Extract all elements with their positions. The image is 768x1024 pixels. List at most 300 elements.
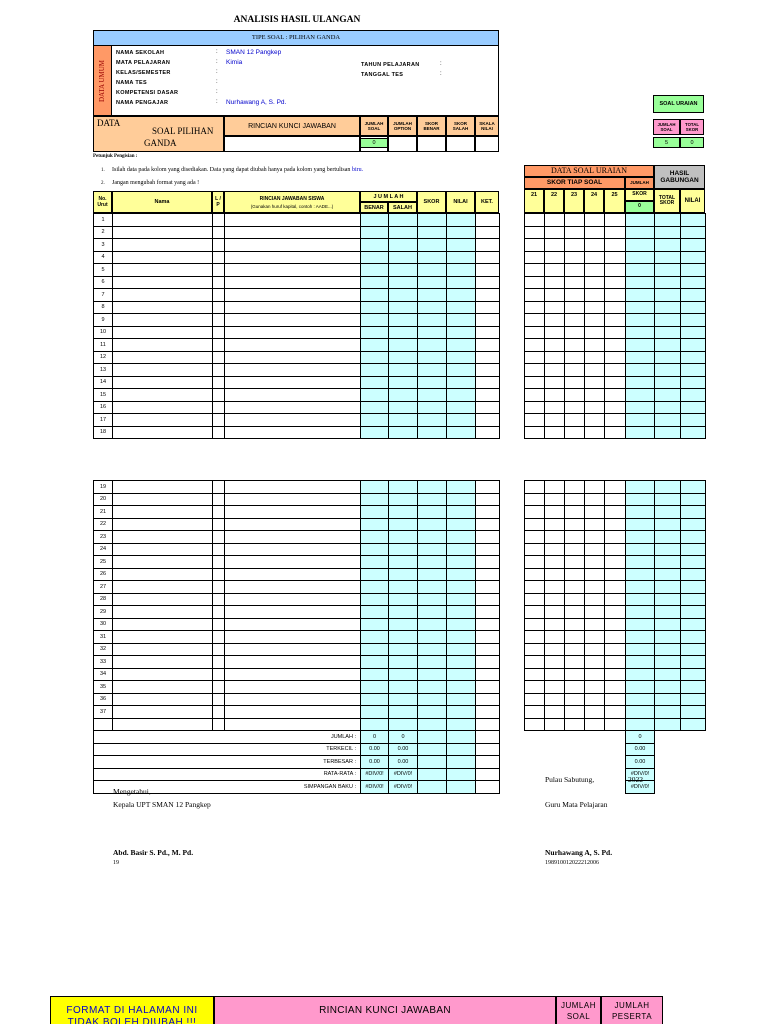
student-name-cell[interactable]	[113, 506, 213, 519]
answers-cell[interactable]	[225, 214, 361, 227]
essay-score-cell[interactable]	[545, 668, 565, 681]
essay-score-cell[interactable]	[565, 376, 585, 389]
note-cell[interactable]	[476, 389, 500, 402]
essay-score-cell[interactable]	[585, 581, 605, 594]
gender-cell[interactable]	[213, 618, 225, 631]
essay-score-cell[interactable]	[525, 289, 545, 302]
essay-score-cell[interactable]	[525, 214, 545, 227]
answers-cell[interactable]	[225, 389, 361, 402]
essay-score-cell[interactable]	[525, 364, 545, 377]
essay-score-cell[interactable]	[565, 239, 585, 252]
note-cell[interactable]	[476, 401, 500, 414]
essay-score-cell[interactable]	[545, 706, 565, 719]
note-cell[interactable]	[476, 581, 500, 594]
essay-score-cell[interactable]	[545, 631, 565, 644]
essay-score-cell[interactable]	[585, 481, 605, 494]
note-cell[interactable]	[476, 568, 500, 581]
essay-score-cell[interactable]	[565, 289, 585, 302]
essay-score-cell[interactable]	[585, 351, 605, 364]
answers-cell[interactable]	[225, 314, 361, 327]
essay-score-cell[interactable]	[585, 643, 605, 656]
essay-score-cell[interactable]	[565, 681, 585, 694]
essay-score-cell[interactable]	[565, 618, 585, 631]
essay-score-cell[interactable]	[525, 264, 545, 277]
essay-score-cell[interactable]	[565, 226, 585, 239]
skor-benar-value[interactable]	[417, 136, 446, 152]
answers-cell[interactable]	[225, 493, 361, 506]
essay-score-cell[interactable]	[605, 264, 626, 277]
essay-score-cell[interactable]	[605, 401, 626, 414]
note-cell[interactable]	[476, 276, 500, 289]
essay-score-cell[interactable]	[545, 264, 565, 277]
student-name-cell[interactable]	[113, 426, 213, 439]
essay-score-cell[interactable]	[525, 593, 545, 606]
gender-cell[interactable]	[213, 414, 225, 427]
essay-score-cell[interactable]	[605, 276, 626, 289]
essay-score-cell[interactable]	[545, 364, 565, 377]
student-name-cell[interactable]	[113, 531, 213, 544]
essay-score-cell[interactable]	[585, 264, 605, 277]
answers-cell[interactable]	[225, 426, 361, 439]
essay-score-cell[interactable]	[585, 631, 605, 644]
essay-score-cell[interactable]	[525, 326, 545, 339]
essay-score-cell[interactable]	[525, 226, 545, 239]
gender-cell[interactable]	[213, 693, 225, 706]
gender-cell[interactable]	[213, 401, 225, 414]
essay-score-cell[interactable]	[545, 251, 565, 264]
essay-score-cell[interactable]	[525, 556, 545, 569]
student-name-cell[interactable]	[113, 593, 213, 606]
essay-score-cell[interactable]	[545, 401, 565, 414]
student-name-cell[interactable]	[113, 518, 213, 531]
student-name-cell[interactable]	[113, 226, 213, 239]
skala-nilai-value[interactable]	[475, 136, 499, 152]
essay-score-cell[interactable]	[565, 693, 585, 706]
essay-score-cell[interactable]	[545, 606, 565, 619]
gender-cell[interactable]	[213, 631, 225, 644]
essay-score-cell[interactable]	[605, 214, 626, 227]
student-name-cell[interactable]	[113, 376, 213, 389]
essay-score-cell[interactable]	[585, 681, 605, 694]
essay-score-cell[interactable]	[525, 314, 545, 327]
gender-cell[interactable]	[213, 326, 225, 339]
answers-cell[interactable]	[225, 364, 361, 377]
note-cell[interactable]	[94, 718, 113, 731]
gender-cell[interactable]	[213, 681, 225, 694]
answers-cell[interactable]	[225, 681, 361, 694]
student-name-cell[interactable]	[113, 556, 213, 569]
note-cell[interactable]	[476, 643, 500, 656]
essay-score-cell[interactable]	[565, 364, 585, 377]
essay-score-cell[interactable]	[565, 556, 585, 569]
essay-score-cell[interactable]	[565, 389, 585, 402]
essay-score-cell[interactable]	[565, 481, 585, 494]
essay-score-cell[interactable]	[525, 506, 545, 519]
student-name-cell[interactable]	[113, 314, 213, 327]
essay-score-cell[interactable]	[605, 289, 626, 302]
essay-score-cell[interactable]	[525, 339, 545, 352]
student-name-cell[interactable]	[113, 618, 213, 631]
essay-score-cell[interactable]	[605, 556, 626, 569]
essay-score-cell[interactable]	[605, 593, 626, 606]
essay-score-cell[interactable]	[565, 326, 585, 339]
note-cell[interactable]	[476, 718, 500, 731]
answers-cell[interactable]	[225, 606, 361, 619]
gender-cell[interactable]	[213, 289, 225, 302]
essay-score-cell[interactable]	[525, 251, 545, 264]
gender-cell[interactable]	[213, 364, 225, 377]
essay-score-cell[interactable]	[585, 389, 605, 402]
essay-score-cell[interactable]	[585, 326, 605, 339]
answers-cell[interactable]	[225, 251, 361, 264]
essay-score-cell[interactable]	[565, 581, 585, 594]
note-cell[interactable]	[476, 656, 500, 669]
essay-score-cell[interactable]	[565, 718, 585, 731]
answers-cell[interactable]	[225, 693, 361, 706]
gender-cell[interactable]	[213, 656, 225, 669]
essay-score-cell[interactable]	[565, 414, 585, 427]
essay-score-cell[interactable]	[585, 276, 605, 289]
answers-cell[interactable]	[225, 718, 361, 731]
essay-score-cell[interactable]	[605, 506, 626, 519]
note-cell[interactable]	[476, 506, 500, 519]
note-cell[interactable]	[476, 426, 500, 439]
student-name-cell[interactable]	[113, 568, 213, 581]
note-cell[interactable]	[476, 481, 500, 494]
essay-score-cell[interactable]	[525, 706, 545, 719]
essay-score-cell[interactable]	[545, 718, 565, 731]
answers-cell[interactable]	[225, 643, 361, 656]
essay-score-cell[interactable]	[525, 631, 545, 644]
essay-score-cell[interactable]	[585, 518, 605, 531]
gender-cell[interactable]	[213, 351, 225, 364]
answers-cell[interactable]	[225, 556, 361, 569]
essay-score-cell[interactable]	[565, 531, 585, 544]
answers-cell[interactable]	[225, 618, 361, 631]
note-cell[interactable]	[476, 706, 500, 719]
answers-cell[interactable]	[225, 531, 361, 544]
essay-score-cell[interactable]	[545, 618, 565, 631]
essay-score-cell[interactable]	[585, 301, 605, 314]
essay-score-cell[interactable]	[545, 289, 565, 302]
note-cell[interactable]	[476, 264, 500, 277]
essay-score-cell[interactable]	[605, 606, 626, 619]
essay-score-cell[interactable]	[585, 606, 605, 619]
essay-score-cell[interactable]	[605, 414, 626, 427]
essay-score-cell[interactable]	[585, 556, 605, 569]
essay-score-cell[interactable]	[585, 401, 605, 414]
student-name-cell[interactable]	[113, 301, 213, 314]
gender-cell[interactable]	[213, 543, 225, 556]
essay-score-cell[interactable]	[545, 414, 565, 427]
gender-cell[interactable]	[213, 481, 225, 494]
note-cell[interactable]	[476, 239, 500, 252]
gender-cell[interactable]	[213, 668, 225, 681]
note-cell[interactable]	[476, 289, 500, 302]
student-name-cell[interactable]	[113, 631, 213, 644]
essay-score-cell[interactable]	[585, 706, 605, 719]
gender-cell[interactable]	[213, 339, 225, 352]
answers-cell[interactable]	[225, 506, 361, 519]
gender-cell[interactable]	[213, 556, 225, 569]
gender-cell[interactable]	[213, 593, 225, 606]
gender-cell[interactable]	[213, 264, 225, 277]
student-name-cell[interactable]	[113, 693, 213, 706]
essay-score-cell[interactable]	[525, 239, 545, 252]
essay-score-cell[interactable]	[605, 706, 626, 719]
note-cell[interactable]	[476, 518, 500, 531]
essay-score-cell[interactable]	[525, 531, 545, 544]
answers-cell[interactable]	[225, 706, 361, 719]
essay-score-cell[interactable]	[525, 401, 545, 414]
student-name-cell[interactable]	[113, 668, 213, 681]
essay-score-cell[interactable]	[605, 643, 626, 656]
student-name-cell[interactable]	[113, 581, 213, 594]
essay-score-cell[interactable]	[565, 631, 585, 644]
essay-score-cell[interactable]	[525, 518, 545, 531]
note-cell[interactable]	[476, 618, 500, 631]
essay-score-cell[interactable]	[565, 276, 585, 289]
essay-score-cell[interactable]	[585, 618, 605, 631]
essay-score-cell[interactable]	[605, 339, 626, 352]
student-name-cell[interactable]	[113, 339, 213, 352]
essay-score-cell[interactable]	[545, 593, 565, 606]
answers-cell[interactable]	[225, 326, 361, 339]
essay-score-cell[interactable]	[605, 326, 626, 339]
essay-score-cell[interactable]	[525, 276, 545, 289]
student-name-cell[interactable]	[113, 239, 213, 252]
essay-score-cell[interactable]	[565, 214, 585, 227]
student-name-cell[interactable]	[113, 493, 213, 506]
note-cell[interactable]	[476, 493, 500, 506]
note-cell[interactable]	[476, 606, 500, 619]
essay-score-cell[interactable]	[545, 531, 565, 544]
essay-score-cell[interactable]	[585, 543, 605, 556]
essay-score-cell[interactable]	[585, 531, 605, 544]
answers-cell[interactable]	[225, 668, 361, 681]
essay-score-cell[interactable]	[605, 376, 626, 389]
student-name-cell[interactable]	[113, 681, 213, 694]
student-name-cell[interactable]	[113, 364, 213, 377]
student-name-cell[interactable]	[113, 414, 213, 427]
essay-score-cell[interactable]	[605, 568, 626, 581]
essay-score-cell[interactable]	[585, 214, 605, 227]
student-name-cell[interactable]	[113, 214, 213, 227]
student-name-cell[interactable]	[113, 706, 213, 719]
essay-score-cell[interactable]	[545, 351, 565, 364]
answers-cell[interactable]	[225, 568, 361, 581]
essay-score-cell[interactable]	[585, 414, 605, 427]
essay-score-cell[interactable]	[585, 376, 605, 389]
note-cell[interactable]	[476, 351, 500, 364]
essay-score-cell[interactable]	[585, 506, 605, 519]
essay-score-cell[interactable]	[605, 668, 626, 681]
essay-score-cell[interactable]	[565, 543, 585, 556]
essay-score-cell[interactable]	[605, 314, 626, 327]
essay-score-cell[interactable]	[605, 226, 626, 239]
note-cell[interactable]	[476, 531, 500, 544]
essay-score-cell[interactable]	[605, 351, 626, 364]
gender-cell[interactable]	[213, 314, 225, 327]
gender-cell[interactable]	[213, 226, 225, 239]
student-name-cell[interactable]	[113, 276, 213, 289]
student-name-cell[interactable]	[113, 401, 213, 414]
essay-score-cell[interactable]	[545, 643, 565, 656]
essay-score-cell[interactable]	[605, 656, 626, 669]
general-field-value[interactable]: Kimia	[226, 59, 243, 66]
note-cell[interactable]	[476, 251, 500, 264]
essay-score-cell[interactable]	[605, 493, 626, 506]
essay-score-cell[interactable]	[545, 681, 565, 694]
gender-cell[interactable]	[213, 718, 225, 731]
essay-score-cell[interactable]	[565, 656, 585, 669]
essay-score-cell[interactable]	[565, 301, 585, 314]
essay-score-cell[interactable]	[585, 718, 605, 731]
essay-score-cell[interactable]	[525, 681, 545, 694]
answers-cell[interactable]	[225, 656, 361, 669]
essay-score-cell[interactable]	[605, 301, 626, 314]
gender-cell[interactable]	[213, 376, 225, 389]
essay-score-cell[interactable]	[525, 376, 545, 389]
essay-score-cell[interactable]	[565, 593, 585, 606]
student-name-cell[interactable]	[113, 264, 213, 277]
essay-score-cell[interactable]	[525, 543, 545, 556]
essay-score-cell[interactable]	[565, 606, 585, 619]
essay-score-cell[interactable]	[605, 543, 626, 556]
essay-score-cell[interactable]	[545, 339, 565, 352]
essay-score-cell[interactable]	[525, 568, 545, 581]
essay-score-cell[interactable]	[545, 389, 565, 402]
gender-cell[interactable]	[213, 518, 225, 531]
essay-score-cell[interactable]	[545, 481, 565, 494]
essay-score-cell[interactable]	[565, 568, 585, 581]
essay-score-cell[interactable]	[545, 568, 565, 581]
general-field-value[interactable]: SMAN 12 Pangkep	[226, 49, 282, 56]
essay-score-cell[interactable]	[605, 693, 626, 706]
essay-score-cell[interactable]	[585, 493, 605, 506]
answers-cell[interactable]	[225, 301, 361, 314]
note-cell[interactable]	[476, 214, 500, 227]
essay-score-cell[interactable]	[585, 239, 605, 252]
answers-cell[interactable]	[225, 414, 361, 427]
gender-cell[interactable]	[213, 301, 225, 314]
gender-cell[interactable]	[213, 643, 225, 656]
answers-cell[interactable]	[225, 581, 361, 594]
essay-score-cell[interactable]	[565, 251, 585, 264]
essay-score-cell[interactable]	[565, 493, 585, 506]
essay-score-cell[interactable]	[545, 314, 565, 327]
student-name-cell[interactable]	[113, 606, 213, 619]
gender-cell[interactable]	[213, 581, 225, 594]
essay-score-cell[interactable]	[585, 693, 605, 706]
answers-cell[interactable]	[225, 276, 361, 289]
note-cell[interactable]	[476, 376, 500, 389]
gender-cell[interactable]	[213, 493, 225, 506]
student-name-cell[interactable]	[113, 351, 213, 364]
student-name-cell[interactable]	[113, 481, 213, 494]
essay-score-cell[interactable]	[585, 251, 605, 264]
note-cell[interactable]	[476, 543, 500, 556]
essay-score-cell[interactable]	[565, 426, 585, 439]
essay-score-cell[interactable]	[565, 264, 585, 277]
note-cell[interactable]	[476, 681, 500, 694]
student-name-cell[interactable]	[113, 643, 213, 656]
essay-score-cell[interactable]	[525, 389, 545, 402]
essay-score-cell[interactable]	[605, 531, 626, 544]
student-name-cell[interactable]	[113, 251, 213, 264]
answers-cell[interactable]	[225, 518, 361, 531]
essay-score-cell[interactable]	[525, 606, 545, 619]
note-cell[interactable]	[476, 339, 500, 352]
essay-score-cell[interactable]	[525, 718, 545, 731]
gender-cell[interactable]	[213, 239, 225, 252]
gender-cell[interactable]	[213, 606, 225, 619]
note-cell[interactable]	[476, 414, 500, 427]
essay-score-cell[interactable]	[585, 226, 605, 239]
essay-score-cell[interactable]	[585, 339, 605, 352]
student-name-cell[interactable]	[113, 289, 213, 302]
answers-cell[interactable]	[225, 481, 361, 494]
essay-score-cell[interactable]	[565, 351, 585, 364]
essay-score-cell[interactable]	[585, 593, 605, 606]
answers-cell[interactable]	[225, 239, 361, 252]
essay-score-cell[interactable]	[545, 426, 565, 439]
gender-cell[interactable]	[213, 531, 225, 544]
essay-score-cell[interactable]	[545, 493, 565, 506]
answers-cell[interactable]	[225, 339, 361, 352]
answer-key-input[interactable]	[224, 136, 360, 152]
gender-cell[interactable]	[213, 389, 225, 402]
note-cell[interactable]	[476, 364, 500, 377]
essay-score-cell[interactable]	[585, 656, 605, 669]
answers-cell[interactable]	[225, 226, 361, 239]
note-cell[interactable]	[476, 593, 500, 606]
gender-cell[interactable]	[213, 251, 225, 264]
skor-salah-value[interactable]	[446, 136, 475, 152]
essay-score-cell[interactable]	[545, 239, 565, 252]
student-name-cell[interactable]	[113, 326, 213, 339]
essay-score-cell[interactable]	[525, 301, 545, 314]
essay-score-cell[interactable]	[565, 518, 585, 531]
answers-cell[interactable]	[225, 593, 361, 606]
essay-score-cell[interactable]	[545, 543, 565, 556]
gender-cell[interactable]	[213, 506, 225, 519]
gender-cell[interactable]	[213, 568, 225, 581]
student-name-cell[interactable]	[113, 656, 213, 669]
essay-score-cell[interactable]	[565, 339, 585, 352]
essay-score-cell[interactable]	[545, 326, 565, 339]
student-name-cell[interactable]	[113, 543, 213, 556]
answers-cell[interactable]	[225, 543, 361, 556]
note-cell[interactable]	[476, 314, 500, 327]
essay-score-cell[interactable]	[545, 693, 565, 706]
answers-cell[interactable]	[225, 289, 361, 302]
essay-score-cell[interactable]	[565, 706, 585, 719]
essay-score-cell[interactable]	[565, 401, 585, 414]
essay-score-cell[interactable]	[585, 314, 605, 327]
essay-score-cell[interactable]	[525, 581, 545, 594]
essay-score-cell[interactable]	[525, 656, 545, 669]
note-cell[interactable]	[476, 226, 500, 239]
answers-cell[interactable]	[225, 264, 361, 277]
essay-score-cell[interactable]	[525, 414, 545, 427]
essay-score-cell[interactable]	[605, 389, 626, 402]
note-cell[interactable]	[476, 301, 500, 314]
student-name-cell[interactable]	[113, 718, 213, 731]
essay-score-cell[interactable]	[605, 364, 626, 377]
answers-cell[interactable]	[225, 401, 361, 414]
essay-score-cell[interactable]	[525, 481, 545, 494]
